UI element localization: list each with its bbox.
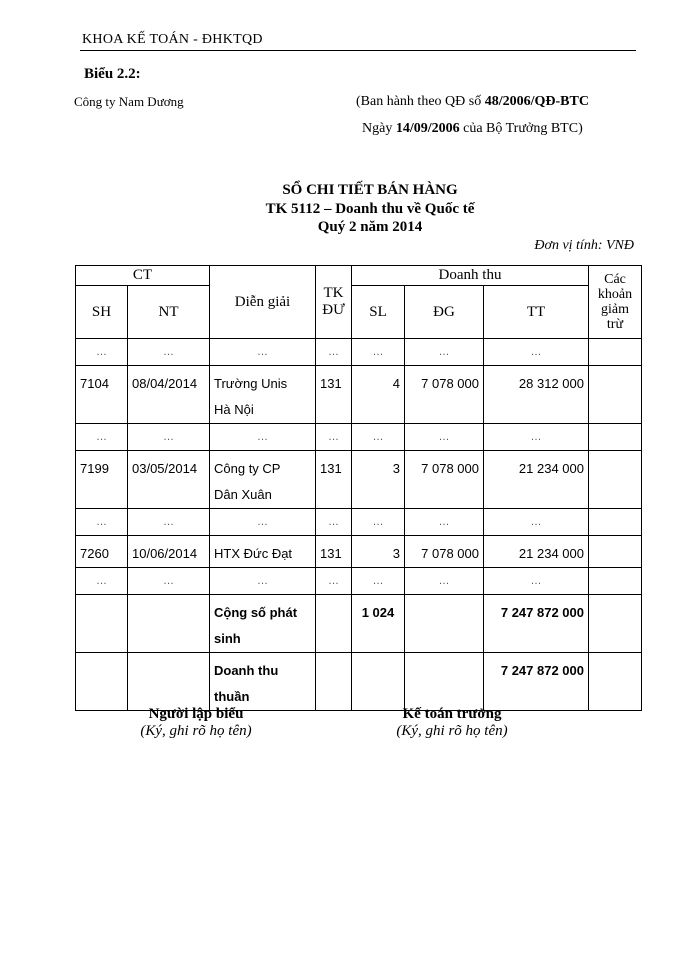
ellipsis-cell: … <box>352 424 405 451</box>
total-arising-row <box>76 595 642 653</box>
net-revenue-label-l2: thuần <box>214 689 250 704</box>
header-tt: TT <box>484 286 589 339</box>
cell-sh: 7104 <box>76 366 128 424</box>
net-revenue-row <box>76 653 642 711</box>
ellipsis-cell: … <box>352 509 405 536</box>
header-tk-du-l1: TK <box>323 285 344 301</box>
cell-nt: 03/05/2014 <box>128 451 210 509</box>
cell-description-l2: Dân Xuân <box>214 487 272 502</box>
company-name: Công ty Nam Dương <box>74 94 184 109</box>
empty-cell <box>405 653 484 711</box>
chief-accountant-title: Kế toán trưởng <box>402 706 502 722</box>
header-deductions-l1: Các <box>604 272 626 287</box>
cell-description <box>210 366 316 424</box>
cell-dg: 7 078 000 <box>405 536 484 568</box>
ellipsis-cell: … <box>405 424 484 451</box>
ellipsis-cell: … <box>76 509 128 536</box>
header-description: Diễn giải <box>210 266 316 339</box>
preparer-note: (Ký, ghi rõ họ tên) <box>140 723 252 739</box>
cell-tk: 131 <box>316 536 352 568</box>
ellipsis-cell: … <box>210 424 316 451</box>
currency-unit: Đơn vị tính: VNĐ <box>534 238 634 253</box>
header-tk-du <box>316 266 352 339</box>
header-deductions-l3: giảm <box>601 302 629 317</box>
ledger-account: TK 5112 – Doanh thu về Quốc tế <box>265 201 475 217</box>
total-arising-tt: 7 247 872 000 <box>484 595 589 653</box>
header-row-1 <box>76 266 642 286</box>
empty-cell <box>589 653 642 711</box>
net-revenue-tt: 7 247 872 000 <box>484 653 589 711</box>
total-arising-label-l1: Cộng số phát <box>214 605 298 620</box>
decree-prefix: (Ban hành theo QĐ số <box>356 94 485 109</box>
ledger-period: Quý 2 năm 2014 <box>317 219 423 235</box>
cell-tt: 28 312 000 <box>484 366 589 424</box>
empty-cell <box>316 595 352 653</box>
empty-cell <box>352 653 405 711</box>
decree-date-suffix: của Bộ Trưởng BTC) <box>459 121 583 136</box>
table-row <box>76 366 642 424</box>
empty-cell <box>589 568 642 595</box>
header-ct: CT <box>76 266 210 286</box>
total-arising-label <box>210 595 316 653</box>
cell-dg: 7 078 000 <box>405 366 484 424</box>
chief-accountant-signature <box>352 706 552 740</box>
header-dg: ĐG <box>405 286 484 339</box>
header-deductions-l4: trừ <box>606 317 624 332</box>
total-arising-sl: 1 024 <box>352 595 405 653</box>
ellipsis-cell: … <box>128 339 210 366</box>
empty-cell <box>589 509 642 536</box>
empty-cell <box>589 595 642 653</box>
empty-cell <box>128 653 210 711</box>
ellipsis-cell: … <box>128 568 210 595</box>
cell-tk: 131 <box>316 366 352 424</box>
cell-description-l1: Công ty CP <box>214 461 281 476</box>
ellipsis-cell: … <box>210 568 316 595</box>
ellipsis-cell: … <box>316 424 352 451</box>
header-row-2 <box>76 286 642 339</box>
header-tk-du-l2: ĐƯ <box>322 302 345 318</box>
header-deductions-l2: khoản <box>597 287 633 302</box>
form-label: Biểu 2.2: <box>84 66 141 82</box>
empty-cell <box>589 536 642 568</box>
empty-cell <box>589 424 642 451</box>
header-divider <box>80 50 636 51</box>
sales-ledger-table <box>75 265 642 711</box>
decree-date: 14/09/2006 <box>395 121 460 136</box>
ellipsis-cell: … <box>316 509 352 536</box>
ellipsis-cell: … <box>484 424 589 451</box>
ledger-title: SỔ CHI TIẾT BÁN HÀNG <box>282 182 458 198</box>
empty-cell <box>76 653 128 711</box>
cell-tt: 21 234 000 <box>484 451 589 509</box>
cell-nt: 08/04/2014 <box>128 366 210 424</box>
cell-tt: 21 234 000 <box>484 536 589 568</box>
cell-description-l2: Hà Nội <box>214 402 254 417</box>
cell-sl: 3 <box>352 536 405 568</box>
net-revenue-label <box>210 653 316 711</box>
ellipsis-cell: … <box>405 339 484 366</box>
ellipsis-cell: … <box>76 424 128 451</box>
decree-line-1 <box>356 94 589 110</box>
empty-cell <box>316 653 352 711</box>
header-revenue: Doanh thu <box>352 266 589 286</box>
cell-sh: 7199 <box>76 451 128 509</box>
decree-date-prefix: Ngày <box>362 121 396 136</box>
empty-cell <box>589 339 642 366</box>
ellipsis-row <box>76 568 642 595</box>
cell-description-l1: Trường Unis <box>214 376 288 391</box>
ellipsis-cell: … <box>210 509 316 536</box>
cell-sl: 4 <box>352 366 405 424</box>
table-row <box>76 536 642 568</box>
header-nt: NT <box>128 286 210 339</box>
total-arising-label-l2: sinh <box>214 631 241 646</box>
cell-description: HTX Đức Đạt <box>210 536 316 568</box>
faculty-header: KHOA KẾ TOÁN - ĐHKTQD <box>82 32 263 47</box>
ellipsis-cell: … <box>128 424 210 451</box>
header-sl: SL <box>352 286 405 339</box>
ellipsis-cell: … <box>352 339 405 366</box>
ellipsis-row <box>76 509 642 536</box>
table-row <box>76 451 642 509</box>
empty-cell <box>405 595 484 653</box>
ellipsis-cell: … <box>484 339 589 366</box>
ellipsis-cell: … <box>76 568 128 595</box>
ellipsis-cell: … <box>76 339 128 366</box>
empty-cell <box>589 366 642 424</box>
ellipsis-row <box>76 424 642 451</box>
ellipsis-cell: … <box>484 509 589 536</box>
ellipsis-cell: … <box>484 568 589 595</box>
cell-nt: 10/06/2014 <box>128 536 210 568</box>
cell-description <box>210 451 316 509</box>
cell-sh: 7260 <box>76 536 128 568</box>
chief-accountant-note: (Ký, ghi rõ họ tên) <box>396 723 508 739</box>
ellipsis-cell: … <box>405 568 484 595</box>
empty-cell <box>589 451 642 509</box>
decree-number: 48/2006/QĐ-BTC <box>484 94 589 109</box>
decree-line-2 <box>362 121 583 137</box>
empty-cell <box>128 595 210 653</box>
ellipsis-cell: … <box>128 509 210 536</box>
net-revenue-label-l1: Doanh thu <box>214 663 279 678</box>
cell-sl: 3 <box>352 451 405 509</box>
empty-cell <box>76 595 128 653</box>
header-sh: SH <box>76 286 128 339</box>
ellipsis-cell: … <box>405 509 484 536</box>
cell-dg: 7 078 000 <box>405 451 484 509</box>
ellipsis-cell: … <box>316 568 352 595</box>
ellipsis-cell: … <box>352 568 405 595</box>
header-deductions <box>589 266 642 339</box>
ellipsis-row <box>76 339 642 366</box>
ellipsis-cell: … <box>316 339 352 366</box>
cell-tk: 131 <box>316 451 352 509</box>
preparer-signature <box>96 706 296 740</box>
ellipsis-cell: … <box>210 339 316 366</box>
preparer-title: Người lập biểu <box>148 706 244 722</box>
